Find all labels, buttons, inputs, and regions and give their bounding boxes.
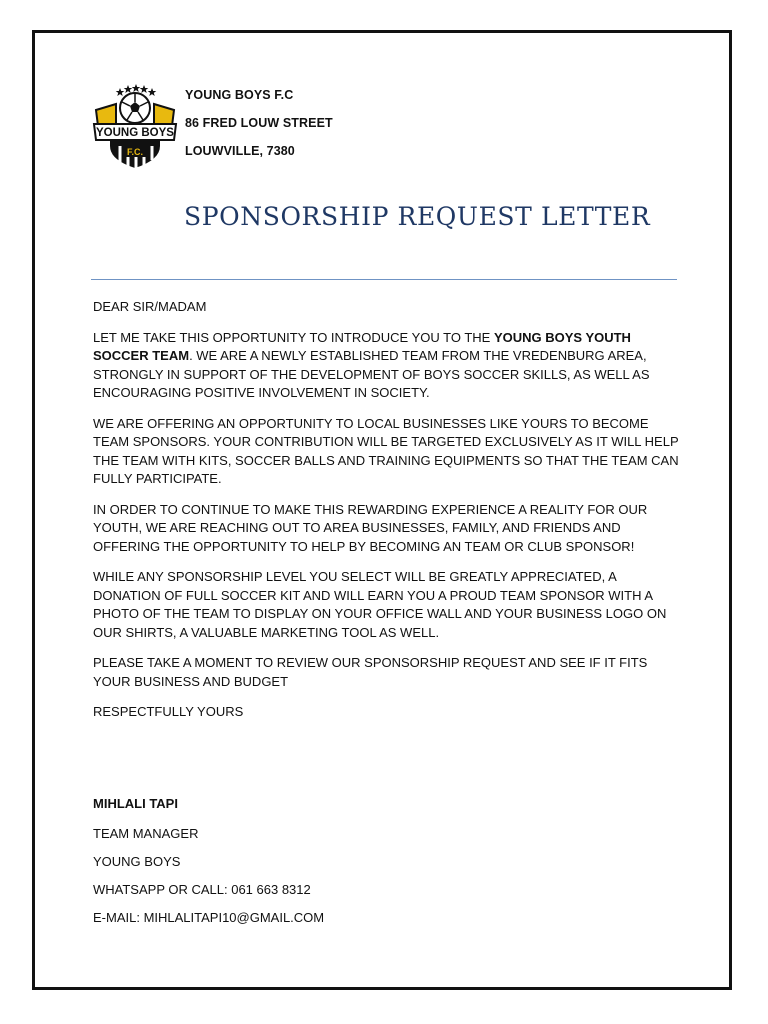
signer-email: E-MAIL: MIHLALITAPI10@GMAIL.COM — [93, 910, 325, 925]
salutation: DEAR SIR/MADAM — [93, 299, 207, 314]
signer-name: MIHLALI TAPI — [93, 796, 178, 811]
intro-rest: . WE ARE A NEWLY ESTABLISHED TEAM FROM THE VREDENBURG AREA, STRONGLY IN SUPPORT OF THE DEVELOPMENT OF BOYS SOCCER SKILLS, AS WELL AS ENCOURAGING POSITIVE INVOLVEMENT IN SOCIETY. — [93, 348, 650, 400]
closing: RESPECTFULLY YOURS — [93, 704, 244, 719]
signer-phone: WHATSAPP OR CALL: 061 663 8312 — [93, 882, 311, 897]
paragraph-continue: IN ORDER TO CONTINUE TO MAKE THIS REWARDING EXPERIENCE A REALITY FOR OUR YOUTH, WE ARE REACHING OUT TO AREA BUSINESSES, FAMILY, AND FRIENDS AND OFFERING THE OPPORTUNITY TO HELP BY BECOMING AN TEAM OR CLUB SPONSOR! — [93, 501, 648, 554]
paragraph-review: PLEASE TAKE A MOMENT TO REVIEW OUR SPONSORSHIP REQUEST AND SEE IF IT FITS YOUR BUSINESS AND BUDGET — [93, 655, 648, 689]
soccer-ball-icon — [120, 93, 150, 123]
logo-text-top: YOUNG BOYS — [96, 127, 174, 139]
club-city: LOUWVILLE, 7380 — [185, 144, 295, 158]
signature-block — [93, 796, 324, 938]
intro-text: LET ME TAKE THIS OPPORTUNITY TO INTRODUCE YOU TO THE — [93, 329, 494, 345]
signer-role: TEAM MANAGER — [93, 826, 199, 841]
paragraph-intro — [93, 329, 683, 403]
paragraph-donation: WHILE ANY SPONSORSHIP LEVEL YOU SELECT WILL BE GREATLY APPRECIATED, A DONATION OF FULL SOCCER KIT AND WILL EARN YOU A PROUD TEAM SPONSOR WITH A PHOTO OF THE TEAM TO DISPLAY ON YOUR OFFICE WALL AND YOUR BUSINESS LOGO ON OUR SHIRTS, A VALUABLE MARKETING TOOL AS WELL. — [93, 569, 667, 640]
signer-team: YOUNG BOYS — [93, 854, 181, 869]
team-name-bold: YOUNG BOYS YOUTH SOCCER TEAM — [93, 329, 631, 363]
paragraph-offer: WE ARE OFFERING AN OPPORTUNITY TO LOCAL BUSINESSES LIKE YOURS TO BECOME TEAM SPONSORS. YOUR CONTRIBUTION WILL BE TARGETED EXCLUSIVELY AS IT WILL HELP THE TEAM WITH KITS, SOCCER BALLS AND TRAINING EQUIPMENTS SO THAT THE TEAM CAN FULLY PARTICIPATE. — [93, 415, 679, 486]
club-name: YOUNG BOYS F.C — [185, 88, 294, 102]
letter-body — [93, 298, 683, 734]
club-street: 86 FRED LOUW STREET — [185, 116, 333, 130]
logo-text-bottom: F.C. — [126, 147, 144, 157]
club-address — [185, 88, 333, 172]
title-divider — [91, 279, 677, 280]
club-crest-logo — [90, 82, 180, 172]
letter-title: SPONSORSHIP REQUEST LETTER — [184, 202, 651, 231]
